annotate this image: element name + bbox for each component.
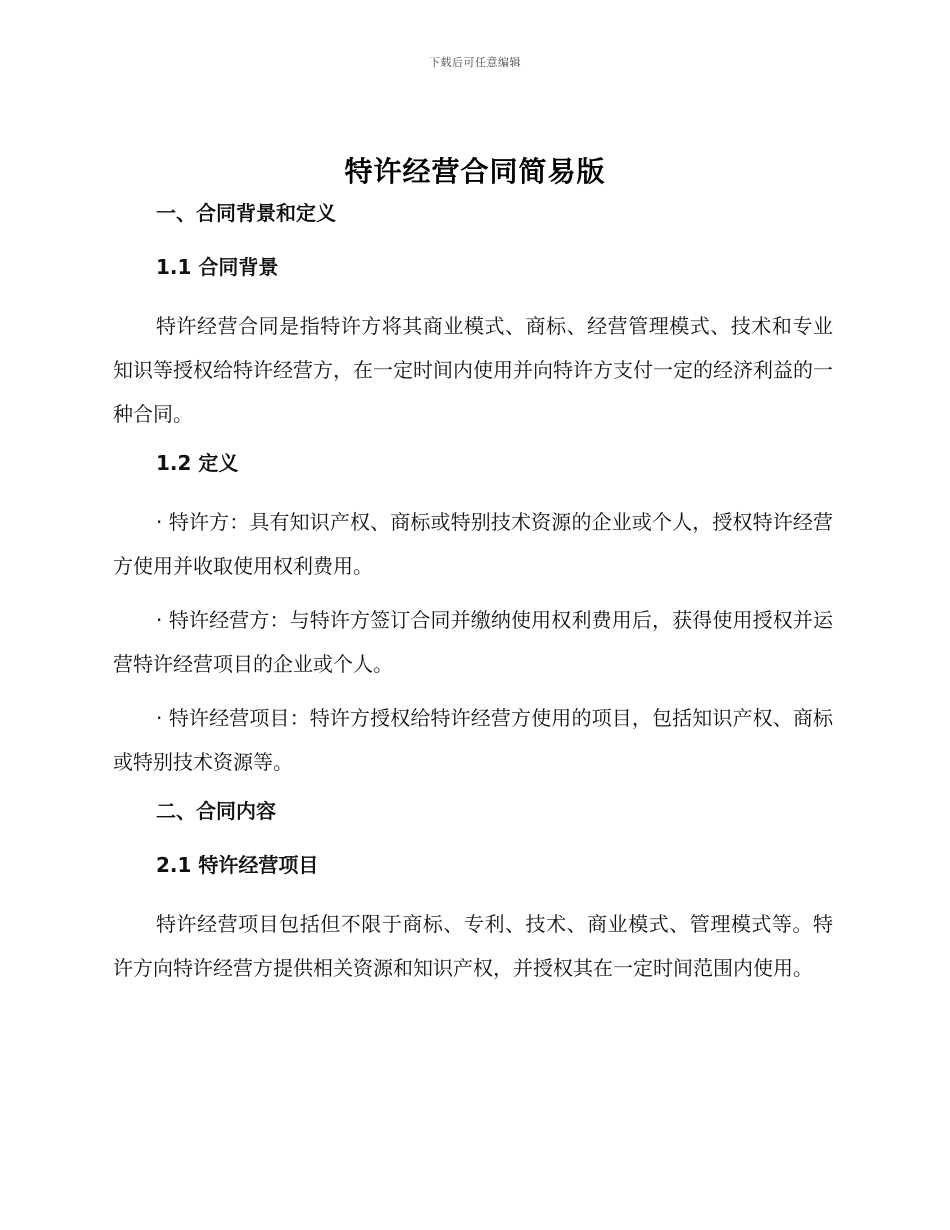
section-2-1-heading: 2.1 特许经营项目 [156,853,319,877]
section-1-1-heading: 1.1 合同背景 [156,255,279,279]
section-1-2-heading: 1.2 定义 [156,451,239,475]
section-2-heading: 二、合同内容 [156,799,276,823]
section-2-1-paragraph: 特许经营项目包括但不限于商标、专利、技术、商业模式、管理模式等。特许方向特许经营方提供相关资源和知识产权，并授权其在一定时间范围内使用。 [113,912,833,980]
section-1-heading: 一、合同背景和定义 [156,201,336,225]
section-1-1-paragraph: 特许经营合同是指特许方将其商业模式、商标、经营管理模式、技术和专业知识等授权给特许经营方，在一定时间内使用并向特许方支付一定的经济利益的一种合同。 [113,314,833,426]
header-note: 下载后可任意编辑 [429,56,521,69]
definition-franchisee: · 特许经营方：与特许方签订合同并缴纳使用权利费用后，获得使用授权并运营特许经营项目的企业或个人。 [113,608,833,676]
definition-franchise-project: · 特许经营项目：特许方授权给特许经营方使用的项目，包括知识产权、商标或特别技术资源等。 [113,706,833,774]
document-title: 特许经营合同简易版 [344,155,606,188]
definition-franchisor: · 特许方：具有知识产权、商标或特别技术资源的企业或个人，授权特许经营方使用并收取使用权利费用。 [113,510,833,578]
document-body [113,196,833,1000]
